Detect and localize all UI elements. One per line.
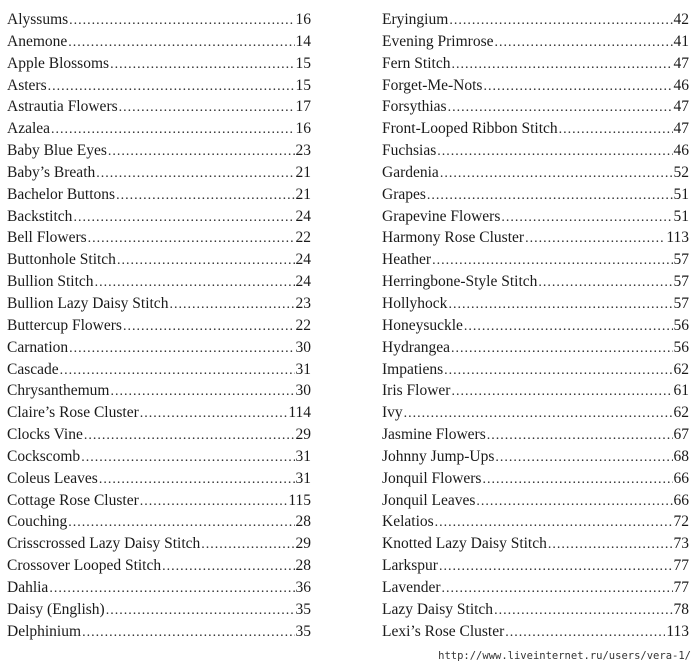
index-entry [382,227,689,249]
index-entry [7,577,311,599]
dot-leader [99,469,295,491]
entry-page-number: 29 [295,535,311,553]
entry-page-number: 113 [666,229,689,247]
entry-page-number: 21 [295,163,311,181]
dot-leader [169,294,294,316]
entry-name: Herringbone-Style Stitch [382,273,538,291]
dot-leader [482,469,672,491]
entry-page-number: 113 [666,622,689,640]
dot-leader [451,54,672,76]
entry-name: Bell Flowers [7,229,87,247]
index-entry [7,555,311,577]
entry-name: Larkspur [382,557,438,575]
entry-name: Cockscomb [7,447,81,465]
index-entry [382,402,689,424]
index-entry [7,359,311,381]
dot-leader [110,54,294,76]
watermark-url: http://www.liveinternet.ru/users/vera-1/ [438,650,691,662]
entry-name: Lexi’s Rose Cluster [382,622,505,640]
entry-name: Chrysanthemum [7,382,110,400]
entry-name: Gardenia [382,163,439,181]
index-entry [7,140,311,162]
entry-page-number: 68 [673,447,689,465]
index-entry [382,359,689,381]
entry-name: Dahlia [7,578,49,596]
index-entry [7,9,311,31]
entry-name: Cascade [7,360,59,378]
index-entry [382,118,689,140]
index-entry [382,293,689,315]
entry-page-number: 57 [673,294,689,312]
dot-leader [119,97,295,119]
entry-page-number: 24 [295,273,311,291]
dot-leader [82,622,294,644]
index-entry [382,446,689,468]
index-entry [7,206,311,228]
entry-name: Bullion Lazy Daisy Stitch [7,294,169,312]
entry-name: Cottage Rose Cluster [7,491,139,509]
dot-leader [494,600,672,622]
index-entry [7,249,311,271]
index-entry [382,162,689,184]
dot-leader [48,76,295,98]
entry-page-number: 51 [673,185,689,203]
entry-name: Crisscrossed Lazy Daisy Stitch [7,535,201,553]
index-entry [7,315,311,337]
dot-leader [49,578,294,600]
entry-page-number: 47 [673,54,689,72]
index-entry [7,227,311,249]
dot-leader [449,10,672,32]
entry-name: Baby’s Breath [7,163,96,181]
entry-name: Harmony Rose Cluster [382,229,525,247]
dot-leader [69,338,294,360]
index-entry [382,75,689,97]
entry-page-number: 67 [673,426,689,444]
entry-name: Honeysuckle [382,316,463,334]
dot-leader [487,425,673,447]
entry-name: Forsythias [382,98,447,116]
entry-page-number: 23 [295,294,311,312]
index-entry [7,511,311,533]
entry-page-number: 77 [673,557,689,575]
dot-leader [96,163,294,185]
dot-leader [435,512,673,534]
entry-name: Iris Flower [382,382,451,400]
entry-page-number: 17 [295,98,311,116]
entry-page-number: 115 [288,491,311,509]
dot-leader [427,185,673,207]
index-entry [7,380,311,402]
entry-page-number: 41 [673,32,689,50]
dot-leader [448,294,672,316]
entry-name: Baby Blue Eyes [7,142,107,160]
entry-page-number: 15 [295,54,311,72]
entry-page-number: 57 [673,251,689,269]
index-entry [7,53,311,75]
dot-leader [444,360,672,382]
dot-leader [548,534,673,556]
dot-leader [116,185,294,207]
index-entry [382,490,689,512]
index-entry [7,533,311,555]
index-entry [382,577,689,599]
entry-page-number: 46 [673,76,689,94]
entry-page-number: 28 [295,557,311,575]
dot-leader [505,622,665,644]
entry-name: Grapes [382,185,426,203]
entry-name: Astrautia Flowers [7,98,118,116]
entry-name: Impatiens [382,360,444,378]
entry-page-number: 66 [673,491,689,509]
entry-page-number: 29 [295,426,311,444]
index-entry [382,184,689,206]
entry-page-number: 51 [673,207,689,225]
entry-page-number: 35 [295,622,311,640]
index-entry [382,31,689,53]
entry-name: Grapevine Flowers [382,207,501,225]
index-right-column [382,9,689,642]
entry-name: Jonquil Flowers [382,469,482,487]
entry-page-number: 73 [673,535,689,553]
dot-leader [559,119,673,141]
dot-leader [538,272,672,294]
dot-leader [51,119,294,141]
entry-name: Buttonhole Stitch [7,251,116,269]
entry-page-number: 114 [288,404,311,422]
entry-page-number: 62 [673,360,689,378]
index-entry [382,337,689,359]
entry-name: Hydrangea [382,338,450,356]
dot-leader [525,228,665,250]
index-entry [382,271,689,293]
dot-leader [140,491,288,513]
dot-leader [404,403,673,425]
entry-name: Crossover Looped Stitch [7,557,162,575]
entry-name: Coleus Leaves [7,469,98,487]
entry-name: Knotted Lazy Daisy Stitch [382,535,547,553]
entry-page-number: 47 [673,120,689,138]
dot-leader [442,578,673,600]
index-entry [382,53,689,75]
dot-leader [201,534,294,556]
entry-page-number: 24 [295,251,311,269]
index-entry [7,293,311,315]
entry-page-number: 42 [673,11,689,28]
entry-page-number: 30 [295,382,311,400]
entry-name: Jonquil Leaves [382,491,476,509]
index-entry [382,621,689,643]
dot-leader [123,316,295,338]
entry-page-number: 56 [673,338,689,356]
entry-name: Clocks Vine [7,426,83,444]
entry-name: Bachelor Buttons [7,185,116,203]
entry-name: Azalea [7,120,51,138]
entry-page-number: 72 [673,513,689,531]
entry-page-number: 28 [295,513,311,531]
entry-page-number: 31 [295,469,311,487]
dot-leader [95,272,295,294]
dot-leader [108,141,295,163]
entry-page-number: 47 [673,98,689,116]
entry-page-number: 52 [673,163,689,181]
entry-page-number: 22 [295,229,311,247]
index-entry [7,337,311,359]
entry-name: Lazy Daisy Stitch [382,600,494,618]
entry-page-number: 78 [673,600,689,618]
index-entry [382,533,689,555]
index-entry [7,490,311,512]
index-entry [7,599,311,621]
dot-leader [439,556,673,578]
entry-name: Jasmine Flowers [382,426,486,444]
entry-page-number: 24 [295,207,311,225]
dot-leader [60,360,295,382]
index-entry [382,249,689,271]
dot-leader [464,316,673,338]
entry-name: Apple Blossoms [7,54,110,72]
entry-name: Backstitch [7,207,73,225]
entry-name: Forget-Me-Nots [382,76,483,94]
dot-leader [476,491,672,513]
entry-name: Claire’s Rose Cluster [7,404,139,422]
index-entry [382,140,689,162]
index-entry [7,118,311,140]
dot-leader [68,512,294,534]
dot-leader [69,10,294,32]
dot-leader [117,250,295,272]
entry-page-number: 30 [295,338,311,356]
dot-leader [88,228,295,250]
index-entry [7,424,311,446]
dot-leader [451,381,672,403]
dot-leader [451,338,673,360]
entry-name: Eryingium [382,11,449,28]
dot-leader [73,207,294,229]
entry-page-number: 46 [673,142,689,160]
entry-page-number: 36 [295,578,311,596]
index-entry [7,271,311,293]
entry-name: Evening Primrose [382,32,494,50]
entry-name: Bullion Stitch [7,273,94,291]
entry-page-number: 61 [673,382,689,400]
entry-page-number: 16 [295,120,311,138]
index-entry [7,31,311,53]
entry-name: Johnny Jump-Ups [382,447,495,465]
entry-name: Anemone [7,32,68,50]
index-entry [382,555,689,577]
entry-name: Couching [7,513,68,531]
entry-name: Delphinium [7,622,82,640]
index-entry [7,446,311,468]
entry-page-number: 57 [673,273,689,291]
index-entry [382,206,689,228]
entry-page-number: 62 [673,404,689,422]
index-entry [7,468,311,490]
entry-name: Fuchsias [382,142,437,160]
entry-page-number: 77 [673,578,689,596]
index-entry [7,162,311,184]
dot-leader [162,556,294,578]
index-entry [7,184,311,206]
index-entry [382,468,689,490]
dot-leader [81,447,294,469]
entry-page-number: 23 [295,142,311,160]
dot-leader [495,447,672,469]
dot-leader [437,141,672,163]
dot-leader [501,207,672,229]
dot-leader [440,163,673,185]
index-entry [382,511,689,533]
dot-leader [68,32,294,54]
dot-leader [483,76,672,98]
dot-leader [432,250,672,272]
entry-page-number: 56 [673,316,689,334]
dot-leader [495,32,673,54]
entry-page-number: 15 [295,76,311,94]
index-entry [382,315,689,337]
dot-leader [140,403,288,425]
index-left-column [7,9,311,642]
dot-leader [448,97,673,119]
entry-name: Lavender [382,578,441,596]
index-entry [7,96,311,118]
index-entry [382,424,689,446]
entry-name: Heather [382,251,432,269]
index-entry [7,621,311,643]
dot-leader [106,600,295,622]
entry-name: Ivy [382,404,403,422]
entry-name: Daisy (English) [7,600,105,618]
entry-page-number: 31 [295,447,311,465]
entry-name: Kelatios [382,513,434,531]
entry-name: Fern Stitch [382,54,451,72]
entry-name: Front-Looped Ribbon Stitch [382,120,558,138]
entry-page-number: 16 [295,11,311,28]
entry-name: Hollyhock [382,294,448,312]
entry-page-number: 22 [295,316,311,334]
entry-name: Alyssums [7,11,69,28]
index-entry [382,9,689,31]
entry-page-number: 66 [673,469,689,487]
entry-page-number: 21 [295,185,311,203]
dot-leader [84,425,295,447]
index-entry [7,75,311,97]
entry-name: Asters [7,76,47,94]
entry-page-number: 31 [295,360,311,378]
entry-page-number: 14 [295,32,311,50]
entry-name: Carnation [7,338,69,356]
index-entry [7,402,311,424]
dot-leader [110,381,294,403]
entry-name: Buttercup Flowers [7,316,122,334]
index-entry [382,599,689,621]
index-entry [382,96,689,118]
index-entry [382,380,689,402]
entry-page-number: 35 [295,600,311,618]
